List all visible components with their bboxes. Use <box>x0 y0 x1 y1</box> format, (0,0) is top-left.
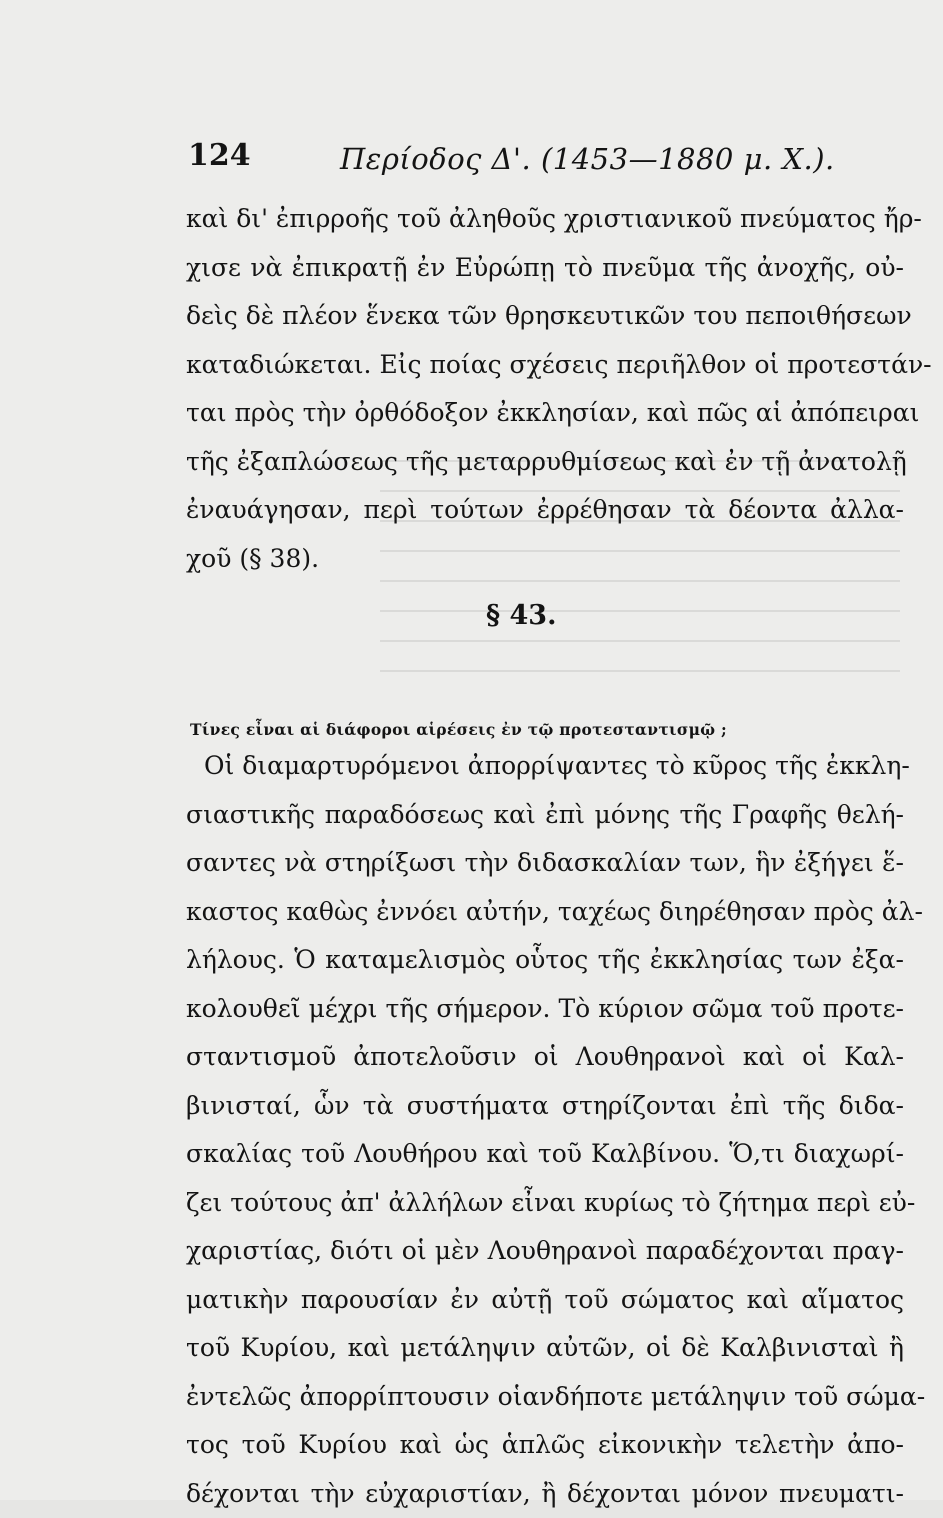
text-line: καστος καθὼς ἐννόει αὐτήν, ταχέως διηρέθησαν πρὸς ἀλ- <box>186 888 904 937</box>
section-question: Τίνες εἶναι αἱ διάφοροι αἱρέσεις ἐν τῷ προτεσταντισμῷ ; <box>190 720 727 739</box>
text-line: δέχονται τὴν εὐχαριστίαν, ἢ δέχονται μόνον πνευματι- <box>186 1470 904 1518</box>
text-line: χισε νὰ ἐπικρατῇ ἐν Εὐρώπῃ τὸ πνεῦμα τῆς ἀνοχῆς, οὐ- <box>186 244 904 293</box>
text-line: τος τοῦ Κυρίου καὶ ὡς ἁπλῶς εἰκονικὴν τελετὴν ἀπο- <box>186 1421 904 1470</box>
body-paragraph <box>186 742 904 1518</box>
text-line: σιαστικῆς παραδόσεως καὶ ἐπὶ μόνης τῆς Γραφῆς θελή- <box>186 791 904 840</box>
text-line: ματικὴν παρουσίαν ἐν αὐτῇ τοῦ σώματος καὶ αἵματος <box>186 1276 904 1325</box>
intro-paragraph <box>186 195 904 583</box>
text-line: κολουθεῖ μέχρι τῆς σήμερον. Τὸ κύριον σῶμα τοῦ προτε- <box>186 985 904 1034</box>
text-line: τοῦ Κυρίου, καὶ μετάληψιν αὐτῶν, οἱ δὲ Καλβινισταὶ ἢ <box>186 1324 904 1373</box>
text-line: σκαλίας τοῦ Λουθήρου καὶ τοῦ Καλβίνου. Ὅ,τι διαχωρί- <box>186 1130 904 1179</box>
section-heading: § 43. <box>486 600 557 631</box>
text-line: σταντισμοῦ ἀποτελοῦσιν οἱ Λουθηρανοὶ καὶ οἱ Καλ- <box>186 1033 904 1082</box>
text-line: καταδιώκεται. Εἰς ποίας σχέσεις περιῆλθον οἱ προτεστάν- <box>186 341 904 390</box>
text-line: λήλους. Ὁ καταμελισμὸς οὗτος τῆς ἐκκλησίας των ἐξα- <box>186 936 904 985</box>
page-number: 124 <box>188 138 251 173</box>
text-line: καὶ δι' ἐπιρροῆς τοῦ ἀληθοῦς χριστιανικοῦ πνεύματος ἤρ- <box>186 195 904 244</box>
text-line: ται πρὸς τὴν ὀρθόδοξον ἐκκλησίαν, καὶ πῶς αἱ ἀπόπειραι <box>186 389 904 438</box>
text-line: Οἱ διαμαρτυρόμενοι ἀπορρίψαντες τὸ κῦρος τῆς ἐκκλη- <box>186 742 904 791</box>
text-line: τῆς ἐξαπλώσεως τῆς μεταρρυθμίσεως καὶ ἐν τῇ ἀνατολῇ <box>186 438 904 487</box>
text-line: σαντες νὰ στηρίξωσι τὴν διδασκαλίαν των, ἣν ἐξήγει ἕ- <box>186 839 904 888</box>
running-head: Περίοδος Δ'. (1453—1880 μ. Χ.). <box>340 142 835 176</box>
text-line: ἐντελῶς ἀπορρίπτουσιν οἱανδήποτε μετάληψιν τοῦ σώμα- <box>186 1373 904 1422</box>
text-line: ζει τούτους ἀπ' ἀλλήλων εἶναι κυρίως τὸ ζήτημα περὶ εὐ- <box>186 1179 904 1228</box>
text-line: χοῦ (§ 38). <box>186 535 904 584</box>
page-header <box>188 138 908 188</box>
text-line: βινισταί, ὧν τὰ συστήματα στηρίζονται ἐπὶ τῆς διδα- <box>186 1082 904 1131</box>
text-line: δεὶς δὲ πλέον ἕνεκα τῶν θρησκευτικῶν του πεποιθήσεων <box>186 292 904 341</box>
text-line: χαριστίας, διότι οἱ μὲν Λουθηρανοὶ παραδέχονται πραγ- <box>186 1227 904 1276</box>
text-line: ἐναυάγησαν, περὶ τούτων ἐρρέθησαν τὰ δέοντα ἀλλα- <box>186 486 904 535</box>
